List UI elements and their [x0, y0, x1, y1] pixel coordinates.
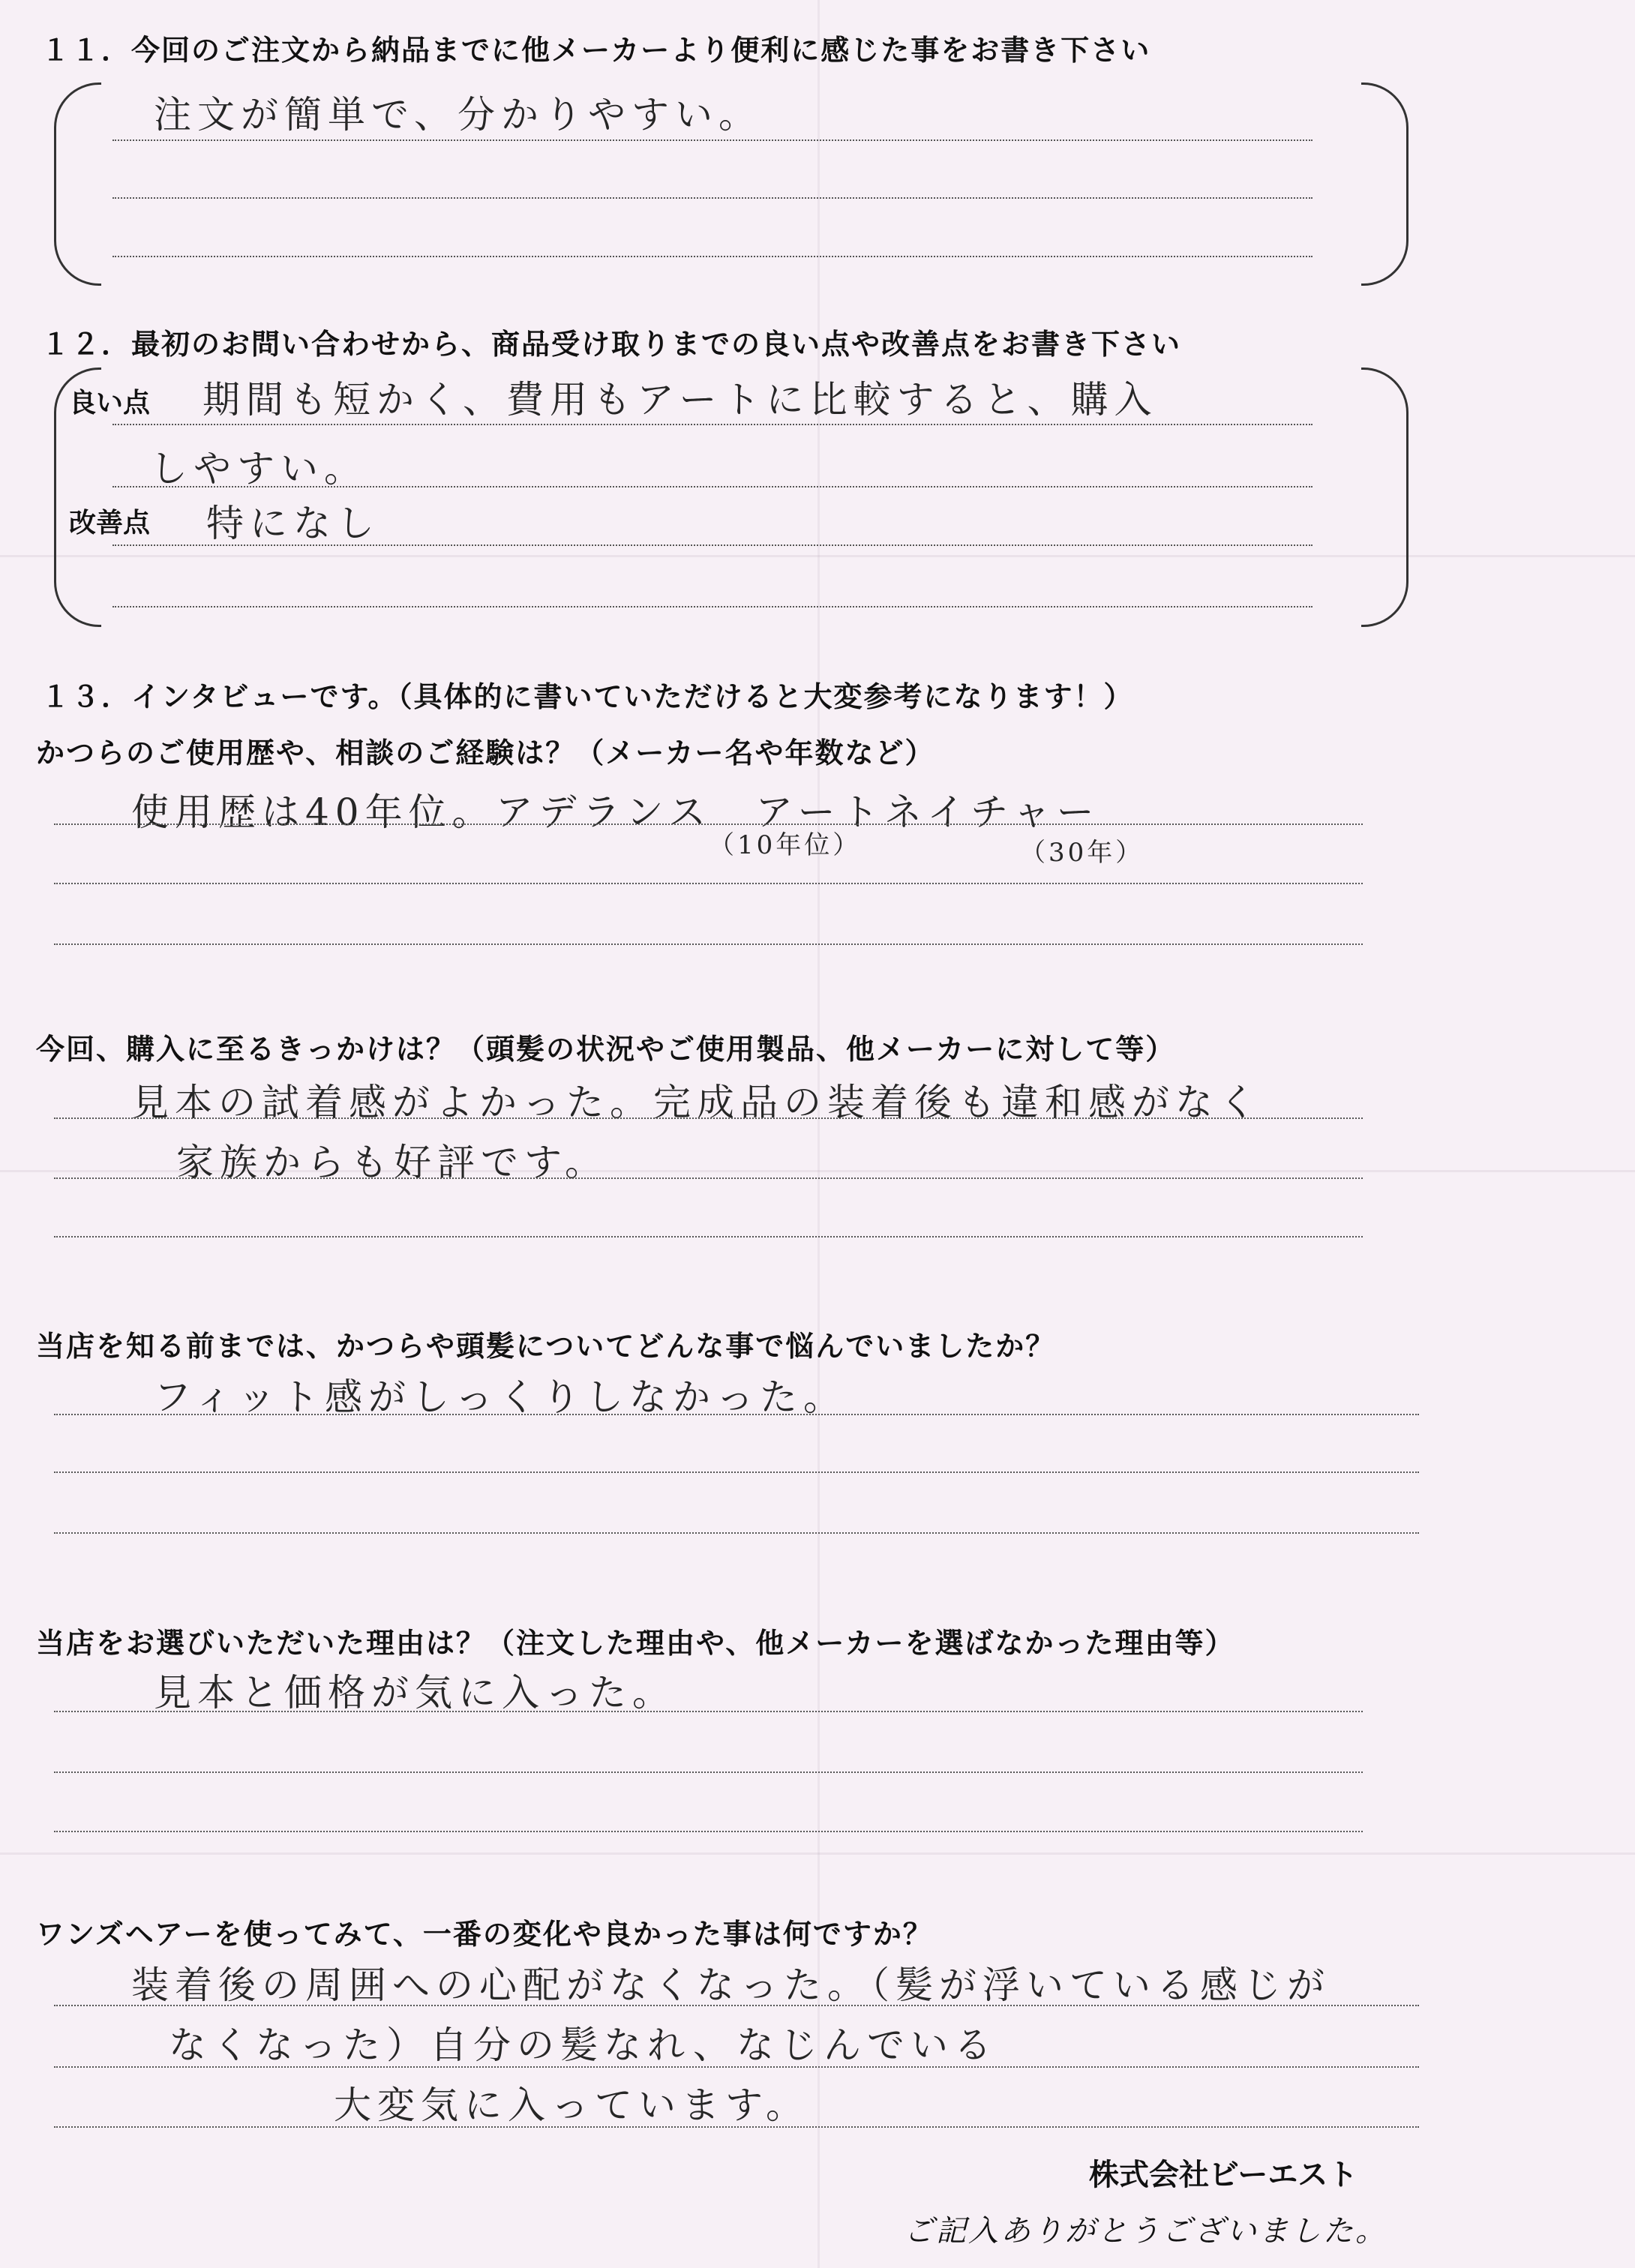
answer-line [54, 1711, 1363, 1712]
answer-line [54, 1178, 1363, 1179]
worry-question: 当店を知る前までは、かつらや頭髪についてどんな事で悩んでいましたか？ [36, 1330, 1056, 1363]
improvement-points-answer: 特になし [206, 502, 380, 545]
answer-line [54, 2066, 1419, 2068]
good-points-label: 良い点 [69, 388, 151, 418]
change-answer: 装着後の周囲への心配がなくなった。（髪が浮いている感じが [131, 1964, 1330, 2007]
left-bracket [54, 82, 101, 286]
improvement-points-label: 改善点 [69, 508, 151, 538]
thank-you-message: ご記入ありがとうございました。 [904, 2214, 1388, 2248]
history-note-adderans: （10年位） [709, 830, 862, 860]
answer-line [112, 544, 1312, 546]
answer-line [112, 256, 1312, 257]
right-bracket [1361, 82, 1408, 286]
reason-answer: 見本と価格が気に入った。 [154, 1671, 676, 1714]
answer-line [112, 140, 1312, 141]
question-11-answer: 注文が簡単で、分かりやすい。 [154, 93, 762, 136]
company-name: 株式会社ビーエスト [1089, 2158, 1358, 2192]
trigger-question: 今回、購入に至るきっかけは？（頭髪の状況やご使用製品、他メーカーに対して等） [36, 1033, 1176, 1066]
answer-line [112, 486, 1312, 488]
answer-line [54, 944, 1363, 945]
answer-line [54, 1472, 1419, 1473]
answer-line [112, 424, 1312, 425]
change-answer-final: 大変気に入っています。 [334, 2084, 809, 2127]
good-points-answer-continued: しやすい。 [150, 447, 368, 490]
question-12-title: １２．最初のお問い合わせから、商品受け取りまでの良い点や改善点をお書き下さい [41, 328, 1182, 361]
right-bracket [1361, 368, 1408, 627]
answer-line [54, 1236, 1363, 1238]
question-11-title: １１．今回のご注文から納品までに他メーカーより便利に感じた事をお書き下さい [41, 34, 1151, 67]
answer-line [54, 2005, 1419, 2006]
history-note-artnature: （30年） [1020, 838, 1144, 868]
history-question: かつらのご使用歴や、相談のご経験は？（メーカー名や年数など） [36, 736, 935, 770]
answer-line [112, 197, 1312, 199]
answer-line [54, 824, 1363, 825]
answer-line [112, 606, 1312, 608]
answer-line [54, 1532, 1419, 1534]
answer-line [54, 1772, 1363, 1773]
trigger-answer-continued: 家族からも好評です。 [176, 1141, 608, 1184]
change-question: ワンズヘアーを使ってみて、一番の変化や良かった事は何ですか？ [36, 1918, 933, 1951]
trigger-answer: 見本の試着感がよかった。完成品の装着後も違和感がなく [131, 1081, 1262, 1124]
change-answer-continued: なくなった）自分の髪なれ、なじんでいる [169, 2024, 998, 2067]
answer-line [54, 1831, 1363, 1832]
reason-question: 当店をお選びいただいた理由は？（注文した理由や、他メーカーを選ばなかった理由等） [36, 1627, 1235, 1660]
worry-answer: フィット感がしっくりしなかった。 [154, 1376, 847, 1419]
answer-line [54, 1414, 1419, 1415]
answer-line [54, 2126, 1419, 2128]
good-points-answer: 期間も短かく、費用もアートに比較すると、購入 [202, 378, 1158, 422]
history-answer: 使用歴は40年位。アデランス アートネイチャー [131, 790, 1100, 834]
question-13-title: １３．インタビューです。（具体的に書いていただけると大変参考になります！） [41, 680, 1134, 713]
answer-line [54, 1118, 1363, 1119]
answer-line [54, 883, 1363, 884]
